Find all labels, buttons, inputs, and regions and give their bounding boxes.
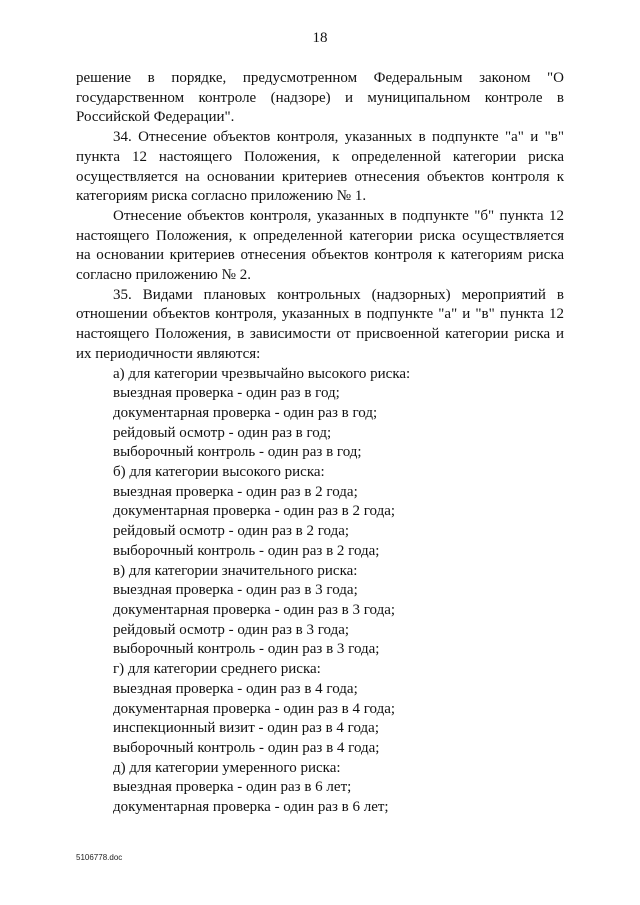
paragraph-35: 35. Видами плановых контрольных (надзорных) мероприятий в отношении объектов контроля, указанных в подпункте "а" и "в" пункта 12 настоящего Положения, в зависимости от присвоенной категории риска и их периодичности являются: [76,286,564,362]
list-item: документарная проверка - один раз в 3 года; [113,601,396,618]
list-item: б) для категории высокого риска: [113,464,325,481]
list-item: а) для категории чрезвычайно высокого риска: [113,365,411,382]
risk-category-list [76,365,564,818]
paragraph-continuation: решение в порядке, предусмотренном Федеральным законом "О государственном контроле (надзоре) и муниципальном контроле в Российской Федерации". [76,70,564,126]
list-item: выездная проверка - один раз в год; [113,385,340,402]
list-item: инспекционный визит - один раз в 4 года; [113,720,379,737]
paragraph-34: 34. Отнесение объектов контроля, указанных в подпункте "а" и "в" пункта 12 настоящего Положения, к определенной категории риска осуществляется на основании критериев отнесения объектов контроля к категориям риска согласно приложению № 1. [76,129,564,205]
list-item: выездная проверка - один раз в 3 года; [113,582,358,599]
list-item: выборочный контроль - один раз в 3 года; [113,641,380,658]
page-number: 18 [312,30,328,46]
list-item: г) для категории среднего риска: [113,661,321,678]
list-item: выборочный контроль - один раз в год; [113,444,362,461]
document-body [76,69,564,818]
list-item: выборочный контроль - один раз в 2 года; [113,542,380,559]
list-item: документарная проверка - один раз в 2 года; [113,503,396,520]
list-item: документарная проверка - один раз в 4 года; [113,700,396,717]
list-item: документарная проверка - один раз в 6 лет; [113,799,389,816]
list-item: выездная проверка - один раз в 4 года; [113,680,358,697]
list-item: документарная проверка - один раз в год; [113,404,378,421]
list-item: выборочный контроль - один раз в 4 года; [113,739,380,756]
document-filename: 5106778.doc [76,853,123,862]
list-item: рейдовый осмотр - один раз в год; [113,424,332,441]
list-item: д) для категории умеренного риска: [113,759,341,776]
list-item: выездная проверка - один раз в 2 года; [113,483,358,500]
list-item: выездная проверка - один раз в 6 лет; [113,779,352,796]
list-item: в) для категории значительного риска: [113,562,358,579]
paragraph-34-second: Отнесение объектов контроля, указанных в подпункте "б" пункта 12 настоящего Положения, к определенной категории риска осуществляется на основании критериев отнесения объектов контроля к категориям риска согласно приложению № 2. [76,207,564,284]
list-item: рейдовый осмотр - один раз в 3 года; [113,621,350,638]
list-item: рейдовый осмотр - один раз в 2 года; [113,523,350,540]
